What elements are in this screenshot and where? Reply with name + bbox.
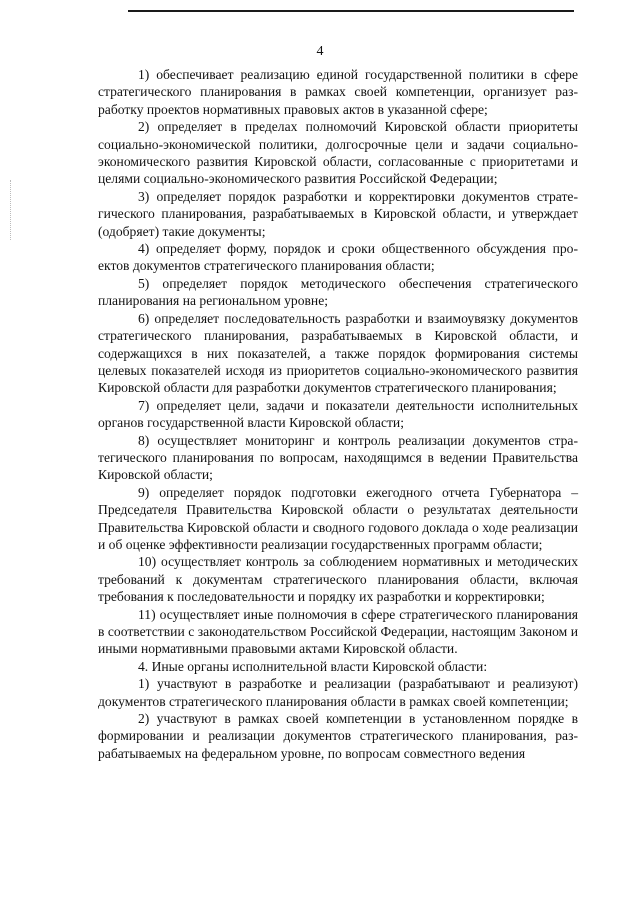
margin-binding-dots <box>10 180 11 240</box>
paragraph-item-9: 9) определяет порядок подготовки ежегодного отчета Губернатора – Председателя Правительства Кировской области о результатах деятельности Правительства Кировской области и сводного годового доклада о ходе реализации и об оценке эффективности реализации государственных программ области; <box>98 484 578 552</box>
paragraph-item-1: 1) обеспечивает реализацию единой государственной политики в сфере стратегического планирования в рамках своей компетенции, организует разработку проектов нормативных правовых актов в указанной сфере; <box>98 67 578 117</box>
paragraph-item-6: 6) определяет последовательность разработки и взаимоувязку документов стратегического планирования, разрабатываемых в Кировской области, и содержащихся в них показателей, а также порядок формирования системы целевых показателей исходя из приоритетов социально-экономического развития Кировской области для разработки документов стратегического планирования; <box>98 310 578 396</box>
paragraph-item-7: 7) определяет цели, задачи и показатели деятельности исполнительных органов государственной власти Кировской области; <box>98 397 578 431</box>
paragraph-item-5: 5) определяет порядок методического обеспечения стратегического планирования на региональном уровне; <box>98 275 578 309</box>
subparagraph-item-1: 1) участвуют в разработке и реализации (разрабатывают и реализуют) документов стратегического планирования области в рамках своей компетенции; <box>98 676 578 709</box>
paragraph-item-2: 2) определяет в пределах полномочий Кировской области приоритеты социально-экономической политики, долгосрочные цели и задачи социально-экономического развития Кировской области, согласованные с приоритетами и целями социально-экономического развития Российской Федерации; <box>98 119 578 187</box>
page-number: 4 <box>316 44 324 59</box>
paragraph-item-8: 8) осуществляет мониторинг и контроль реализации документов стратегического планирования по вопросам, находящимся в ведении Правительства Кировской области; <box>98 432 578 483</box>
top-rule <box>128 10 574 12</box>
paragraph-item-3: 3) определяет порядок разработки и корректировки документов стратегического планирования, разрабатываемых в Кировской области, и утверждает (одобряет) такие документы; <box>98 188 578 239</box>
paragraph-item-11: 11) осуществляет иные полномочия в сфере стратегического планирования в соответствии с законодательством Российской Федерации, настоящим Законом и иными нормативными правовыми актами Кировской области. <box>98 606 578 657</box>
paragraph-item-4: 4) определяет форму, порядок и сроки общественного обсуждения проектов документов стратегического планирования области; <box>98 241 578 274</box>
subparagraph-item-2: 2) участвуют в рамках своей компетенции в установленном порядке в формировании и реализации документов стратегического планирования, разрабатываемых на федеральном уровне, по вопросам совместного ведения <box>98 711 578 761</box>
document-body <box>98 66 578 762</box>
paragraph-item-10: 10) осуществляет контроль за соблюдением нормативных и методических требований к документам стратегического планирования области, включая требования к последовательности и порядку их разработки и корректировки; <box>98 554 578 605</box>
section-heading-4: 4. Иные органы исполнительной власти Кировской области: <box>138 658 488 674</box>
